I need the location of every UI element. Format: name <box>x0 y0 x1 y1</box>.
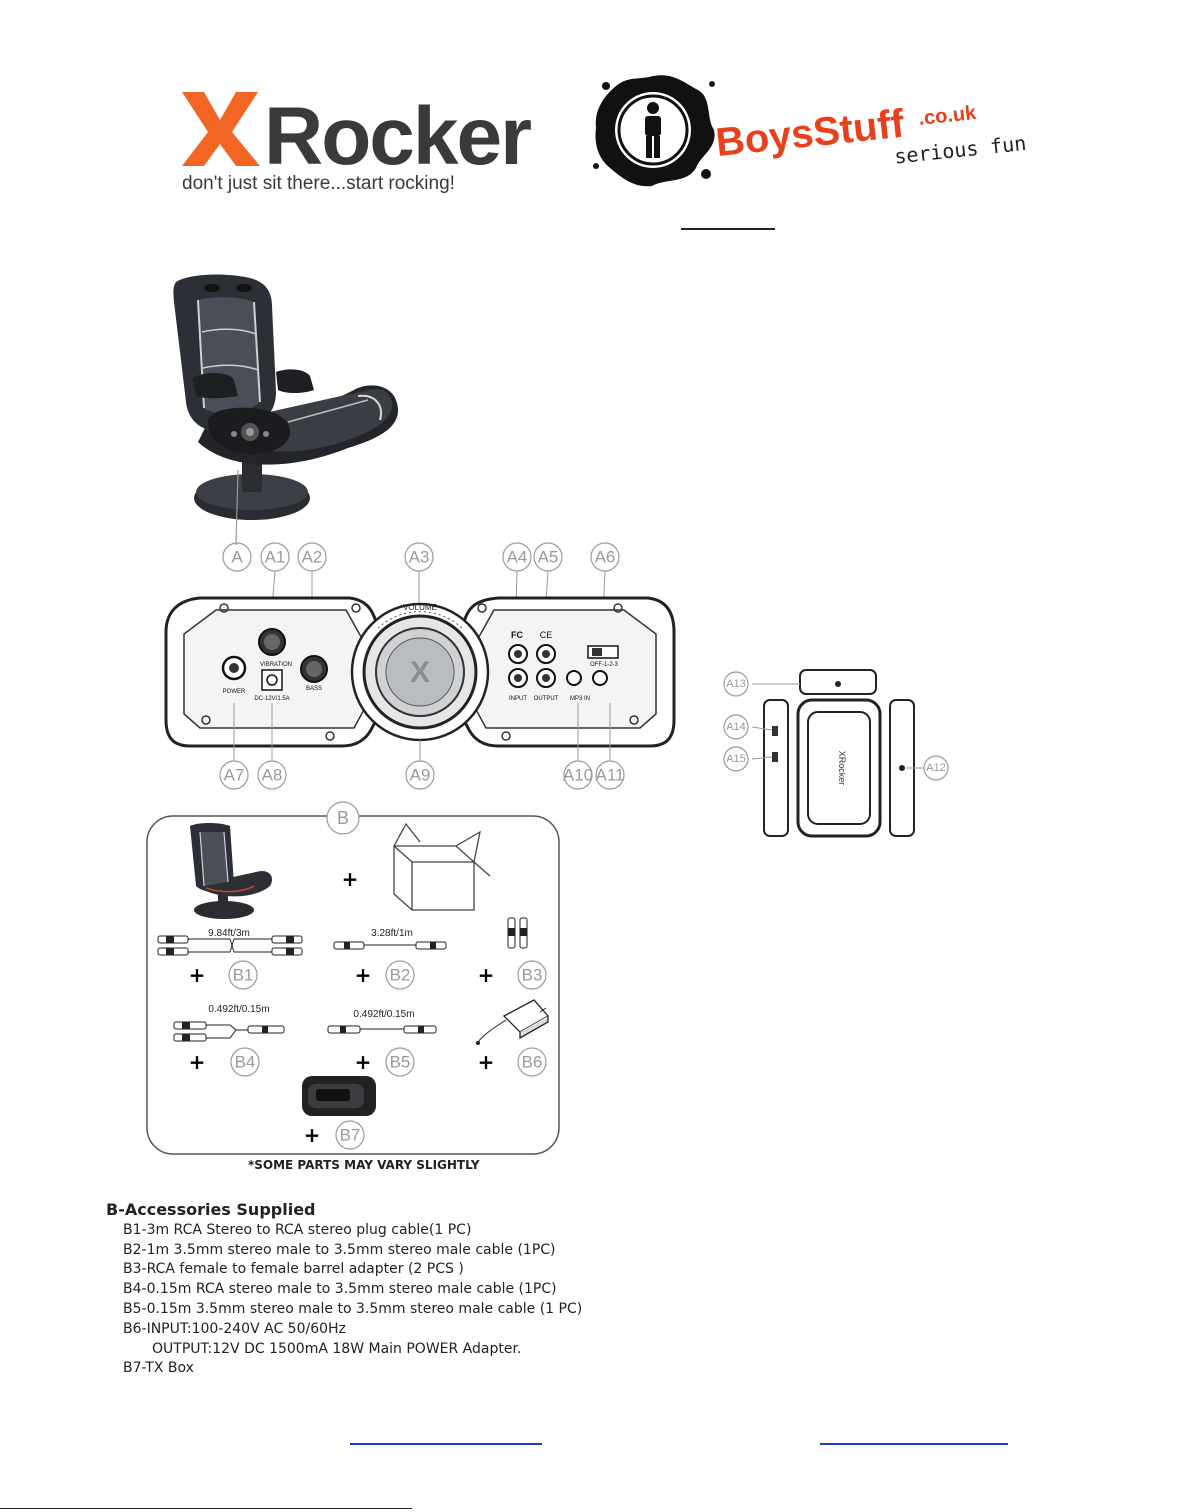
plus-sign: + <box>341 867 359 891</box>
label-b: B <box>336 808 350 828</box>
svg-text:A3: A3 <box>408 547 430 567</box>
callout-a8 <box>258 761 286 789</box>
svg-text:B7: B7 <box>339 1125 361 1145</box>
plus-b4: + <box>188 1050 206 1074</box>
accessory-b6-output: OUTPUT:12V DC 1500mA 18W Main POWER Adapter. <box>152 1340 522 1357</box>
svg-text:B2: B2 <box>389 965 411 985</box>
svg-text:B3: B3 <box>521 965 543 985</box>
title-underline <box>681 228 775 230</box>
cable-b1-length: 9.84ft/3m <box>208 928 250 939</box>
input-label: INPUT <box>509 696 527 702</box>
accessory-b6: B6-INPUT:100-240V AC 50/60Hz <box>123 1320 346 1337</box>
tx-box-b7-image <box>302 1076 376 1116</box>
xrocker-wordmark: Rocker <box>264 91 531 182</box>
callout-a5 <box>534 543 562 571</box>
xrocker-tagline: don't just sit there...start rocking! <box>182 173 455 194</box>
ce-mark: CE <box>539 630 553 640</box>
gaming-chair-image <box>168 272 408 526</box>
plus-b2: + <box>354 963 372 987</box>
accessories-heading: B-Accessories Supplied <box>106 1200 316 1219</box>
boysstuff-wordmark: BoysStuff <box>713 101 907 166</box>
callout-a3 <box>405 543 433 571</box>
svg-text:B5: B5 <box>389 1052 411 1072</box>
callout-a6 <box>591 543 619 571</box>
plus-b5: + <box>354 1050 372 1074</box>
svg-text:X: X <box>409 656 431 689</box>
svg-text:B1: B1 <box>232 965 254 985</box>
footer-link-left[interactable] <box>350 1443 542 1445</box>
svg-text:A1: A1 <box>264 547 286 567</box>
footer-link-right[interactable] <box>820 1443 1008 1445</box>
accessories-diagram <box>144 802 564 1162</box>
mascot-splat-icon <box>588 70 718 190</box>
switch-label: OFF-1-2-3 <box>589 662 619 668</box>
svg-text:A10: A10 <box>562 765 594 785</box>
power-label: POWER <box>222 689 246 695</box>
cable-b2-length: 3.28ft/1m <box>371 928 413 939</box>
tx-box-diagram <box>718 664 958 844</box>
svg-text:A: A <box>231 547 243 567</box>
accessory-b7: B7-TX Box <box>123 1360 194 1377</box>
parts-note: *SOME PARTS MAY VARY SLIGHTLY <box>248 1158 480 1172</box>
callout-a11 <box>596 761 625 789</box>
bass-label: BASS <box>305 686 323 692</box>
xrocker-logo <box>180 88 600 198</box>
svg-text:.co.uk: .co.uk <box>917 101 978 130</box>
footnote-rule <box>0 1508 412 1509</box>
control-panel-diagram <box>160 538 680 794</box>
svg-text:B4: B4 <box>234 1052 256 1072</box>
svg-text:A4: A4 <box>506 547 528 567</box>
plus-b1: + <box>188 963 206 987</box>
mp3-label: MP3 IN <box>569 696 591 702</box>
svg-text:B6: B6 <box>521 1052 543 1072</box>
callout-a13 <box>724 672 748 696</box>
plus-b3: + <box>477 963 495 987</box>
dc-label: DC-12V/1.5A <box>254 696 290 702</box>
callout-a7 <box>220 761 248 789</box>
svg-text:A14: A14 <box>726 721 746 733</box>
svg-text:A12: A12 <box>926 762 946 774</box>
svg-text:A13: A13 <box>726 678 746 690</box>
callout-a4 <box>503 543 531 571</box>
plus-b6: + <box>477 1050 495 1074</box>
accessory-b2: B2-1m 3.5mm stereo male to 3.5mm stereo male cable (1PC) <box>123 1241 556 1258</box>
accessory-b4: B4-0.15m RCA stereo male to 3.5mm stereo male cable (1PC) <box>123 1281 557 1298</box>
svg-text:A5: A5 <box>537 547 559 567</box>
boysstuff-logo <box>712 96 1028 176</box>
boysstuff-tagline: serious fun <box>893 130 1028 169</box>
svg-text:A9: A9 <box>409 765 431 785</box>
svg-text:A2: A2 <box>301 547 323 567</box>
callout-a <box>223 543 251 571</box>
callout-a2 <box>298 543 326 571</box>
accessory-b5: B5-0.15m 3.5mm stereo male to 3.5mm stereo male cable (1 PC) <box>123 1300 583 1317</box>
callout-a1 <box>261 543 289 571</box>
callout-a12 <box>924 756 948 780</box>
cable-b4-length: 0.492ft/0.15m <box>208 1004 270 1015</box>
leader-line-a <box>230 470 240 545</box>
accessory-b1: B1-3m RCA Stereo to RCA stereo plug cable(1 PC) <box>123 1221 472 1238</box>
fc-mark: FC <box>511 630 523 640</box>
svg-text:A11: A11 <box>595 765 625 785</box>
svg-text:A6: A6 <box>594 547 616 567</box>
vibration-label: VIBRATION <box>260 662 292 668</box>
plus-b7: + <box>303 1123 321 1147</box>
output-label: OUTPUT <box>533 696 559 702</box>
callout-a15 <box>724 747 748 771</box>
callout-a10 <box>563 761 593 789</box>
callout-a14 <box>724 715 748 739</box>
svg-text:A7: A7 <box>223 765 245 785</box>
callout-a9 <box>406 761 434 789</box>
tx-brand: XRocker <box>837 750 847 786</box>
volume-label: VOLUME <box>403 603 437 612</box>
accessories-list <box>106 1200 582 1379</box>
accessory-b3: B3-RCA female to female barrel adapter (2 PCS ) <box>123 1261 464 1278</box>
svg-text:A15: A15 <box>726 753 746 765</box>
cable-b5-length: 0.492ft/0.15m <box>353 1009 415 1020</box>
svg-text:A8: A8 <box>261 765 283 785</box>
